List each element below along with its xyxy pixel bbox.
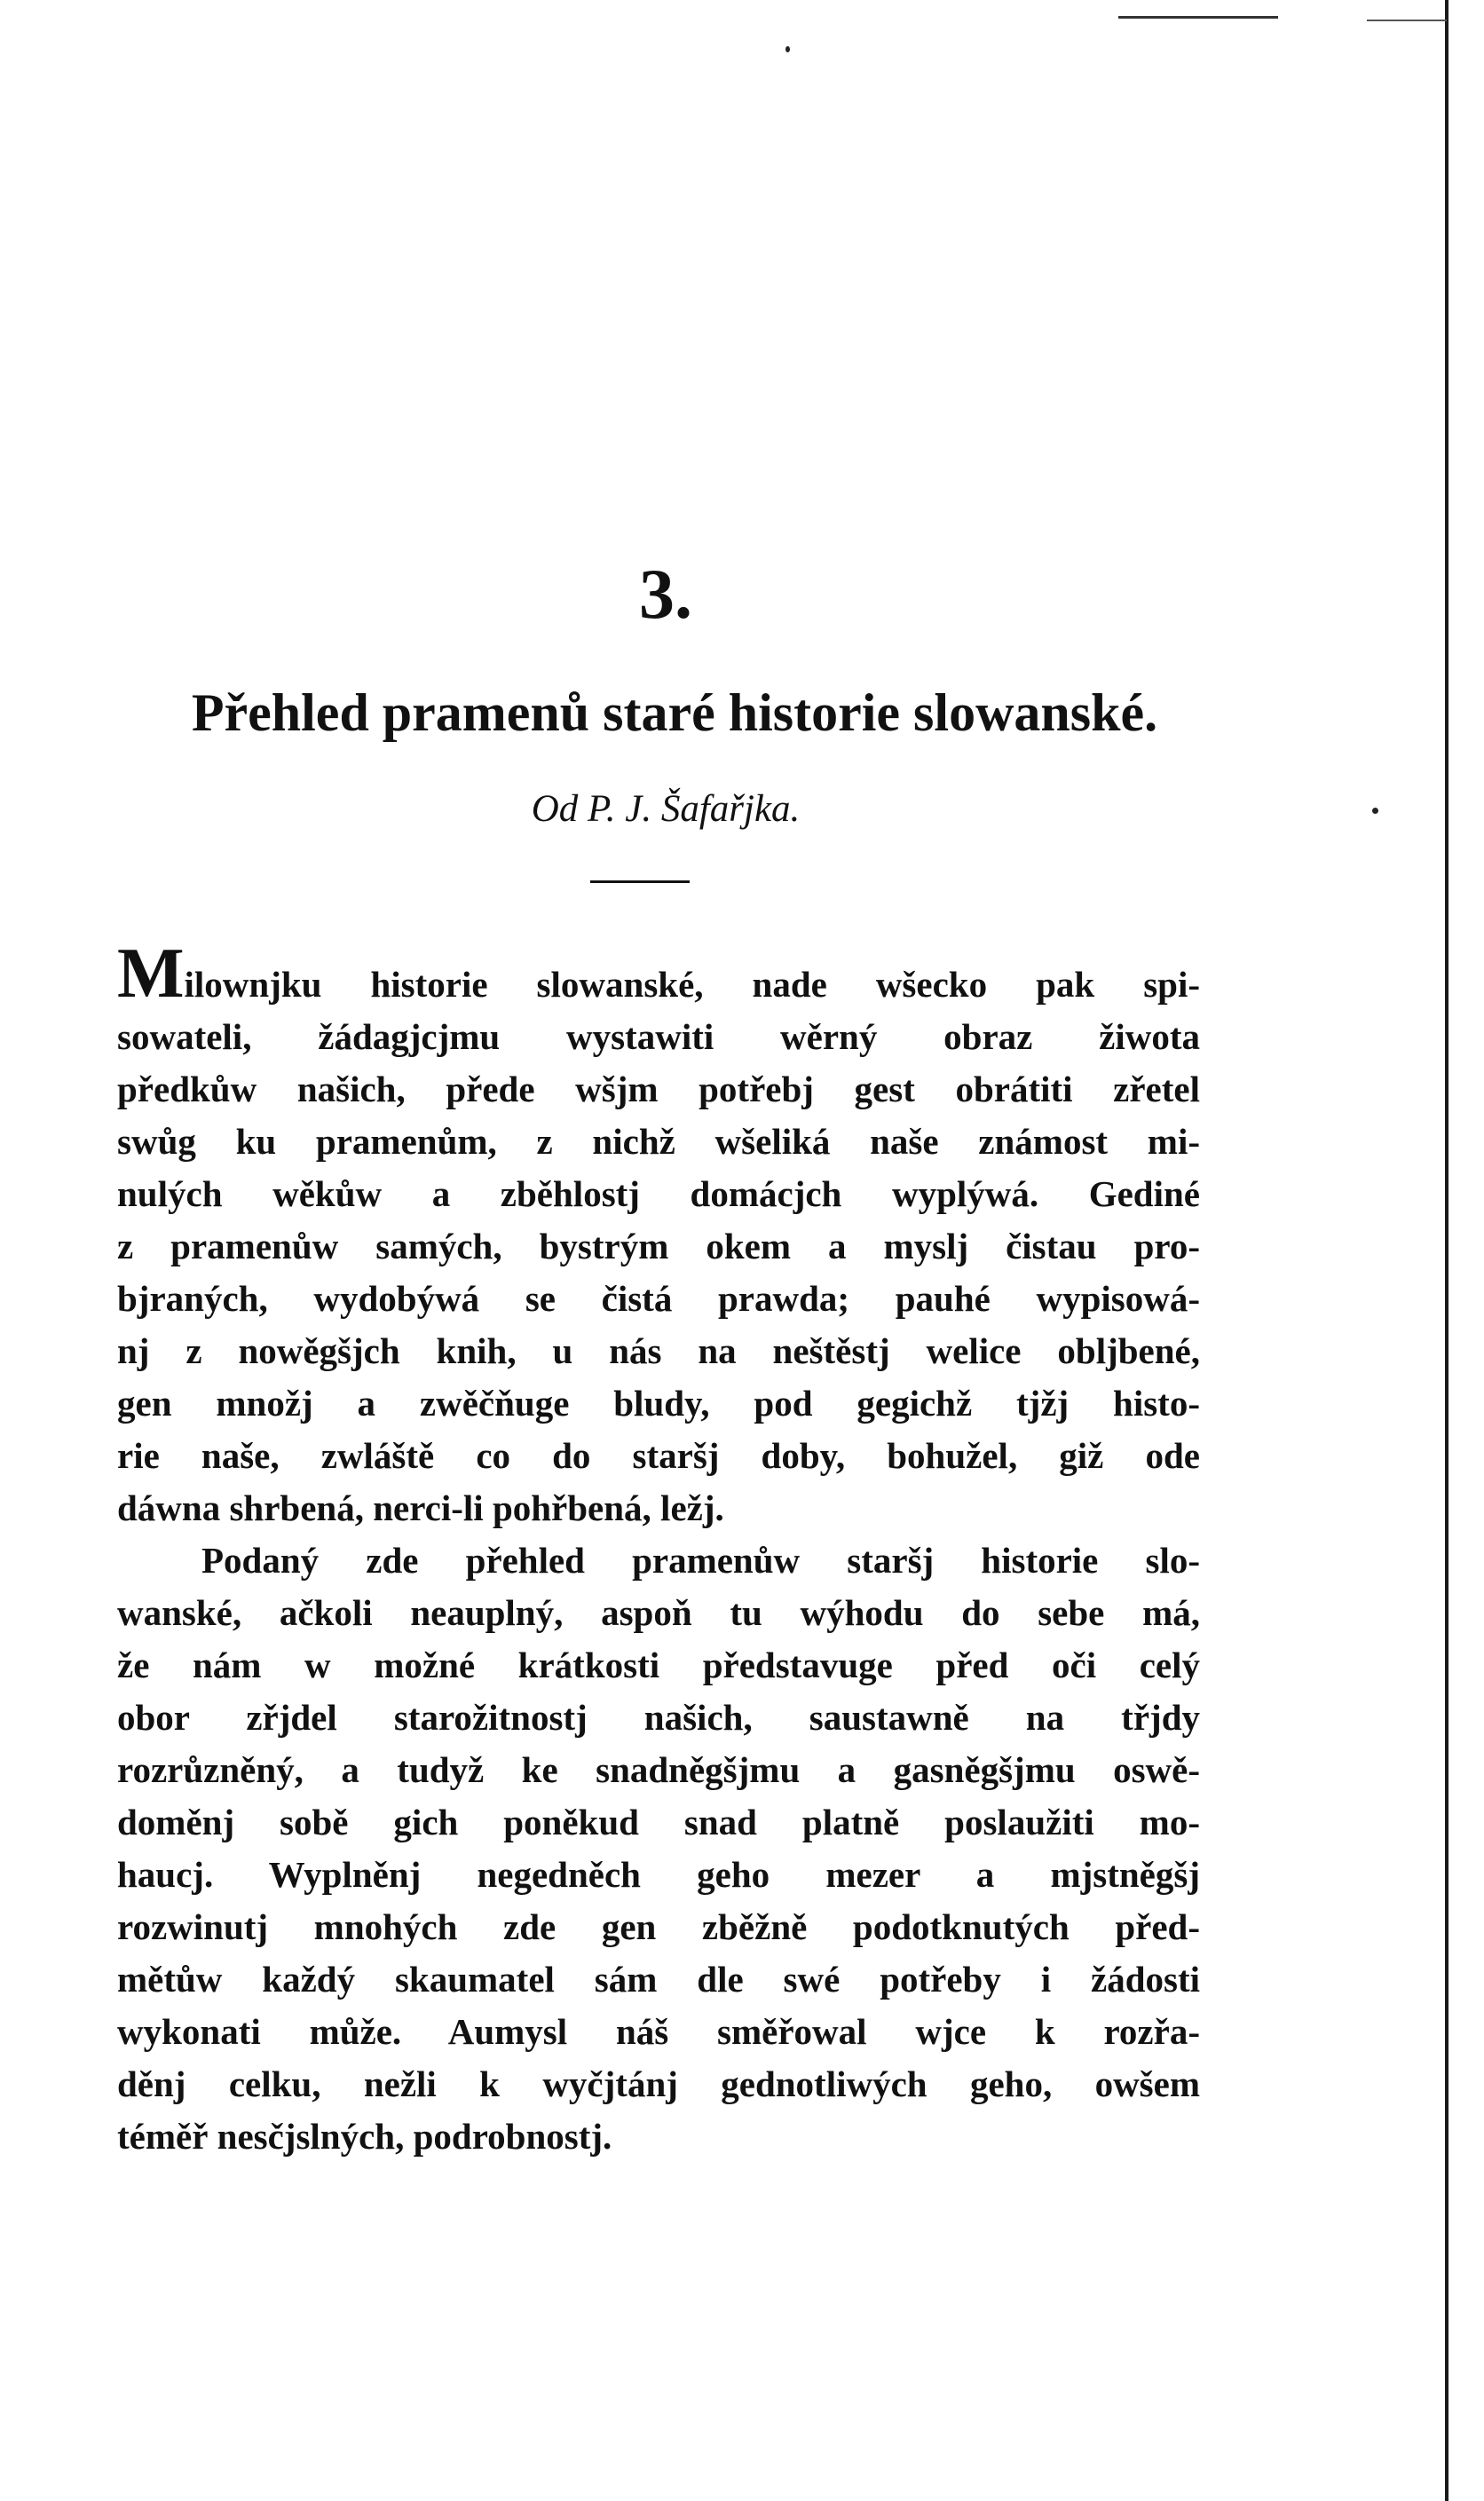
text-line: wykonati může. Aumysl náš směřowal wjce k rozřa- [117,2011,1200,2052]
author-line: Od P. J. Šafařjka. [531,788,801,830]
text-line: obor zřjdel starožitnostj našich, saustawně na třjdy [117,1697,1200,1738]
text-line: haucj. Wyplněnj negedněch geho mezer a mjstněgšj [117,1854,1200,1895]
drop-cap: M [117,935,185,1013]
title-rule [590,880,690,883]
text-line: wanské, ačkoli neauplný, aspoň tu wýhodu do sebe má, [117,1592,1200,1633]
text-line: předkůw našich, přede wšjm potřebj gest obrátiti zřetel [117,1069,1200,1109]
text-line: sowateli, žádagjcjmu wystawiti wěrný obraz žiwota [117,1016,1200,1057]
text-line-content: ilownjku historie slowanské, nade wšecko pak spi- [184,964,1200,1005]
text-line: dáwna shrbená, nerci-li pohřbená, ležj. [117,1487,724,1528]
text-line: doměnj sobě gich poněkud snad platně poslaužiti mo- [117,1802,1200,1842]
chapter-number: 3. [639,556,692,634]
scan-speck [785,46,790,52]
scan-speck [1372,808,1378,814]
text-line: rozwinutj mnohých zde gen zběžně podotknutých před- [117,1906,1200,1947]
text-line [117,935,1200,1013]
chapter-title: Přehled pramenů staré historie slowanské. [191,683,1158,742]
text-line: Podaný zde přehled pramenůw staršj historie slo- [201,1540,1200,1581]
text-line: že nám w možné krátkosti představuge před oči celý [117,1645,1200,1685]
body-text [117,935,1200,2163]
scan-mark-top-right [1367,20,1447,21]
text-line: rozrůzněný, a tudyž ke snadněgšjmu a gasněgšjmu oswě- [117,1749,1200,1790]
text-line: mětůw každý skaumatel sám dle swé potřeby i žádosti [117,1959,1200,2000]
text-line: bjraných, wydobýwá se čistá prawda; pauhé wypisowá- [117,1278,1200,1319]
scan-mark-top [1118,16,1278,19]
text-line: děnj celku, nežli k wyčjtánj gednotliwých geho, owšem [117,2063,1200,2104]
text-line: nulých wěkůw a zběhlostj domácjch wyplýwá. Gediné [117,1173,1200,1214]
text-line: z pramenůw samých, bystrým okem a myslj čistau pro- [117,1226,1200,1266]
page-margin [1456,0,1484,2501]
text-line: swůg ku pramenům, z nichž wšeliká naše známost mi- [117,1121,1200,1162]
text-line: rie naše, zwláště co do staršj doby, bohužel, giž ode [117,1435,1200,1476]
text-line: gen množj a zwěčňuge bludy, pod gegichž tjžj histo- [117,1383,1200,1424]
text-line: nj z nowěgšjch knih, u nás na neštěstj welice obljbené, [117,1330,1200,1371]
page-edge-line [1445,0,1448,2501]
text-line: téměř nesčjslných, podrobnostj. [117,2116,612,2157]
